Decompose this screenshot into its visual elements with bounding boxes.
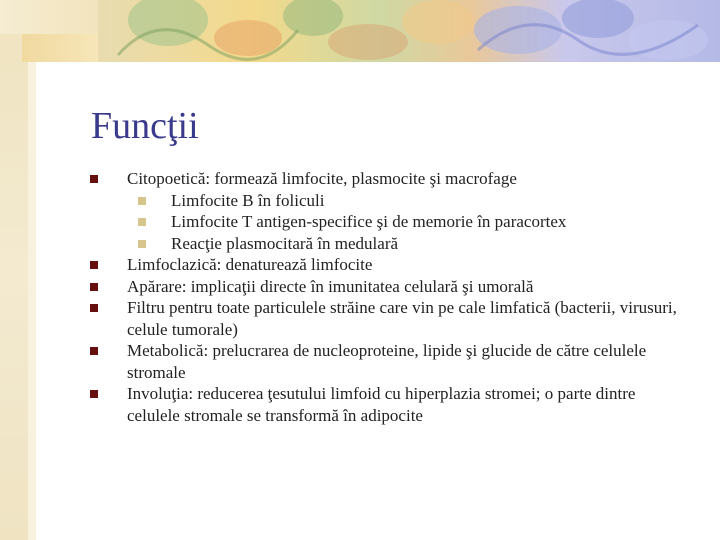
list-item — [90, 254, 690, 276]
list-item — [90, 168, 690, 190]
sub-list-item-text: Reacţie plasmocitară în medulară — [171, 233, 399, 253]
list-item — [90, 297, 690, 340]
sub-list-item — [90, 233, 690, 255]
background-corner-accent — [22, 34, 98, 62]
list-item-text: Limfoclazică: denaturează limfocite — [127, 255, 373, 274]
list-item-text: Filtru pentru toate particulele străine care vin pe cale limfatică (bacterii, virusuri, celule tumorale) — [127, 298, 677, 339]
background-corner — [0, 0, 98, 34]
decorative-banner-art — [98, 0, 720, 62]
background-left-strip — [0, 0, 28, 540]
sub-list-item — [90, 190, 690, 212]
square-bullet-icon — [138, 240, 146, 248]
square-bullet-icon — [90, 347, 98, 355]
slide-title: Funcţii — [91, 105, 199, 147]
list-item — [90, 340, 690, 383]
decorative-banner — [98, 0, 720, 62]
list-item-text: Involuţia: reducerea ţesutului limfoid cu hiperplazia stromei; o parte dintre celulele stromale se transformă în adipocite — [127, 384, 636, 425]
sub-list-item — [90, 211, 690, 233]
list-item-text: Citopoetică: formează limfocite, plasmocite şi macrofage — [127, 169, 517, 188]
list-item — [90, 383, 690, 426]
bullet-list — [90, 168, 690, 426]
sub-list-item-text: Limfocite T antigen-specifice şi de memorie în paracortex — [171, 212, 567, 231]
square-bullet-icon — [138, 218, 146, 226]
square-bullet-icon — [90, 283, 98, 291]
square-bullet-icon — [138, 197, 146, 205]
list-item-text: Metabolică: prelucrarea de nucleoproteine, lipide şi glucide de către celulele stromale — [127, 341, 647, 382]
square-bullet-icon — [90, 175, 98, 183]
list-item — [90, 276, 690, 298]
square-bullet-icon — [90, 304, 98, 312]
square-bullet-icon — [90, 261, 98, 269]
sub-list-item-text: Limfocite B în foliculi — [171, 190, 325, 210]
list-item-text: Apărare: implicaţii directe în imunitatea celulară şi umorală — [127, 276, 534, 296]
square-bullet-icon — [90, 390, 98, 398]
